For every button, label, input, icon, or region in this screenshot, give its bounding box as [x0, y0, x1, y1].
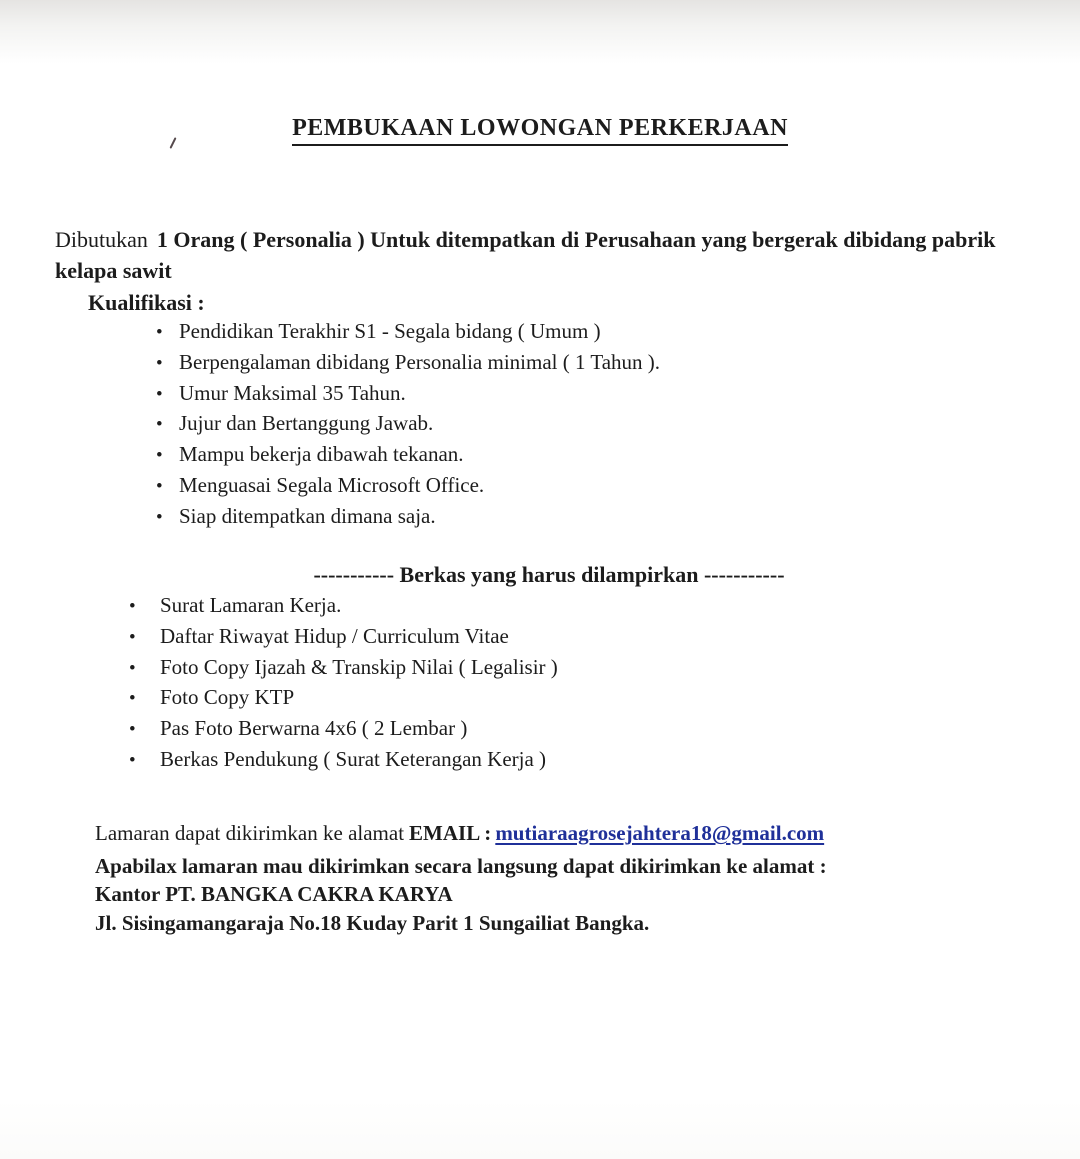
list-item: [129, 683, 558, 714]
list-item: [156, 317, 660, 348]
email-prefix-text: Lamaran dapat dikirimkan ke alamat: [95, 821, 405, 845]
list-item-text: Menguasai Segala Microsoft Office.: [179, 472, 485, 497]
bullet-icon: •: [156, 322, 163, 343]
list-item: [129, 745, 558, 776]
list-item: [156, 379, 660, 410]
list-item-text: Daftar Riwayat Hidup / Curriculum Vitae: [160, 623, 509, 648]
list-item: [156, 409, 660, 440]
bullet-icon: •: [156, 445, 163, 467]
bullet-icon: •: [129, 626, 136, 648]
list-item-text: Pas Foto Berwarna 4x6 ( 2 Lembar ): [160, 716, 468, 741]
address-block: [95, 852, 1020, 937]
list-item-text: Umur Maksimal 35 Tahun.: [179, 380, 406, 405]
list-item-text: Jujur dan Bertanggung Jawab.: [179, 411, 434, 436]
list-item-text: Berkas Pendukung ( Surat Keterangan Kerja ): [160, 746, 547, 771]
qualifications-heading: Kualifikasi :: [88, 290, 205, 315]
list-item: [129, 714, 558, 745]
list-item-text: Berpengalaman dibidang Personalia minimal ( 1 Tahun ).: [179, 349, 661, 374]
intro-paragraph: [55, 224, 1044, 286]
intro-text-normal: Dibutukan: [55, 227, 148, 252]
title-row: [0, 115, 1080, 146]
bullet-icon: •: [156, 352, 163, 374]
street-address-line: Jl. Sisingamangaraja No.18 Kuday Parit 1 Sungailiat Bangka.: [95, 910, 650, 935]
list-item: [129, 591, 558, 622]
intro-text-bold: 1 Orang ( Personalia ) Untuk ditempatkan di Perusahaan yang bergerak dibidang pabrik kelapa sawit: [55, 227, 996, 283]
list-item: [129, 622, 558, 653]
list-item-text: Surat Lamaran Kerja.: [160, 593, 342, 617]
list-item: [156, 440, 660, 471]
bullet-icon: •: [156, 475, 163, 497]
attachments-heading: ----------- Berkas yang harus dilampirkan -----------: [313, 562, 785, 587]
email-link[interactable]: mutiaraagrosejahtera18@gmail.com: [495, 821, 825, 845]
bullet-icon: •: [129, 749, 136, 771]
list-item-text: Mampu bekerja dibawah tekanan.: [179, 442, 464, 467]
bullet-icon: •: [156, 414, 163, 436]
list-item: [129, 653, 558, 684]
list-item-text: Pendidikan Terakhir S1 - Segala bidang ( Umum ): [179, 319, 601, 343]
attachments-list: [129, 591, 558, 776]
bullet-icon: •: [156, 383, 163, 405]
bullet-icon: •: [129, 719, 136, 741]
list-item-text: Foto Copy Ijazah & Transkip Nilai ( Legalisir ): [160, 654, 558, 679]
address-intro-line: Apabilax lamaran mau dikirimkan secara langsung dapat dikirimkan ke alamat :: [95, 854, 827, 878]
bullet-icon: •: [129, 688, 136, 710]
bullet-icon: •: [129, 657, 136, 679]
list-item-text: Siap ditempatkan dimana saja.: [179, 503, 436, 528]
list-item-text: Foto Copy KTP: [160, 685, 295, 710]
office-name-line: Kantor PT. BANGKA CAKRA KARYA: [95, 882, 453, 907]
list-item: [156, 471, 660, 502]
email-label: EMAIL :: [409, 821, 492, 845]
list-item: [156, 348, 660, 379]
qualifications-list: [156, 317, 660, 533]
bullet-icon: •: [129, 596, 136, 617]
page-title: PEMBUKAAN LOWONGAN PERKERJAAN: [292, 115, 788, 146]
list-item: [156, 502, 660, 533]
bullet-icon: •: [156, 506, 163, 528]
email-line: [95, 821, 824, 846]
